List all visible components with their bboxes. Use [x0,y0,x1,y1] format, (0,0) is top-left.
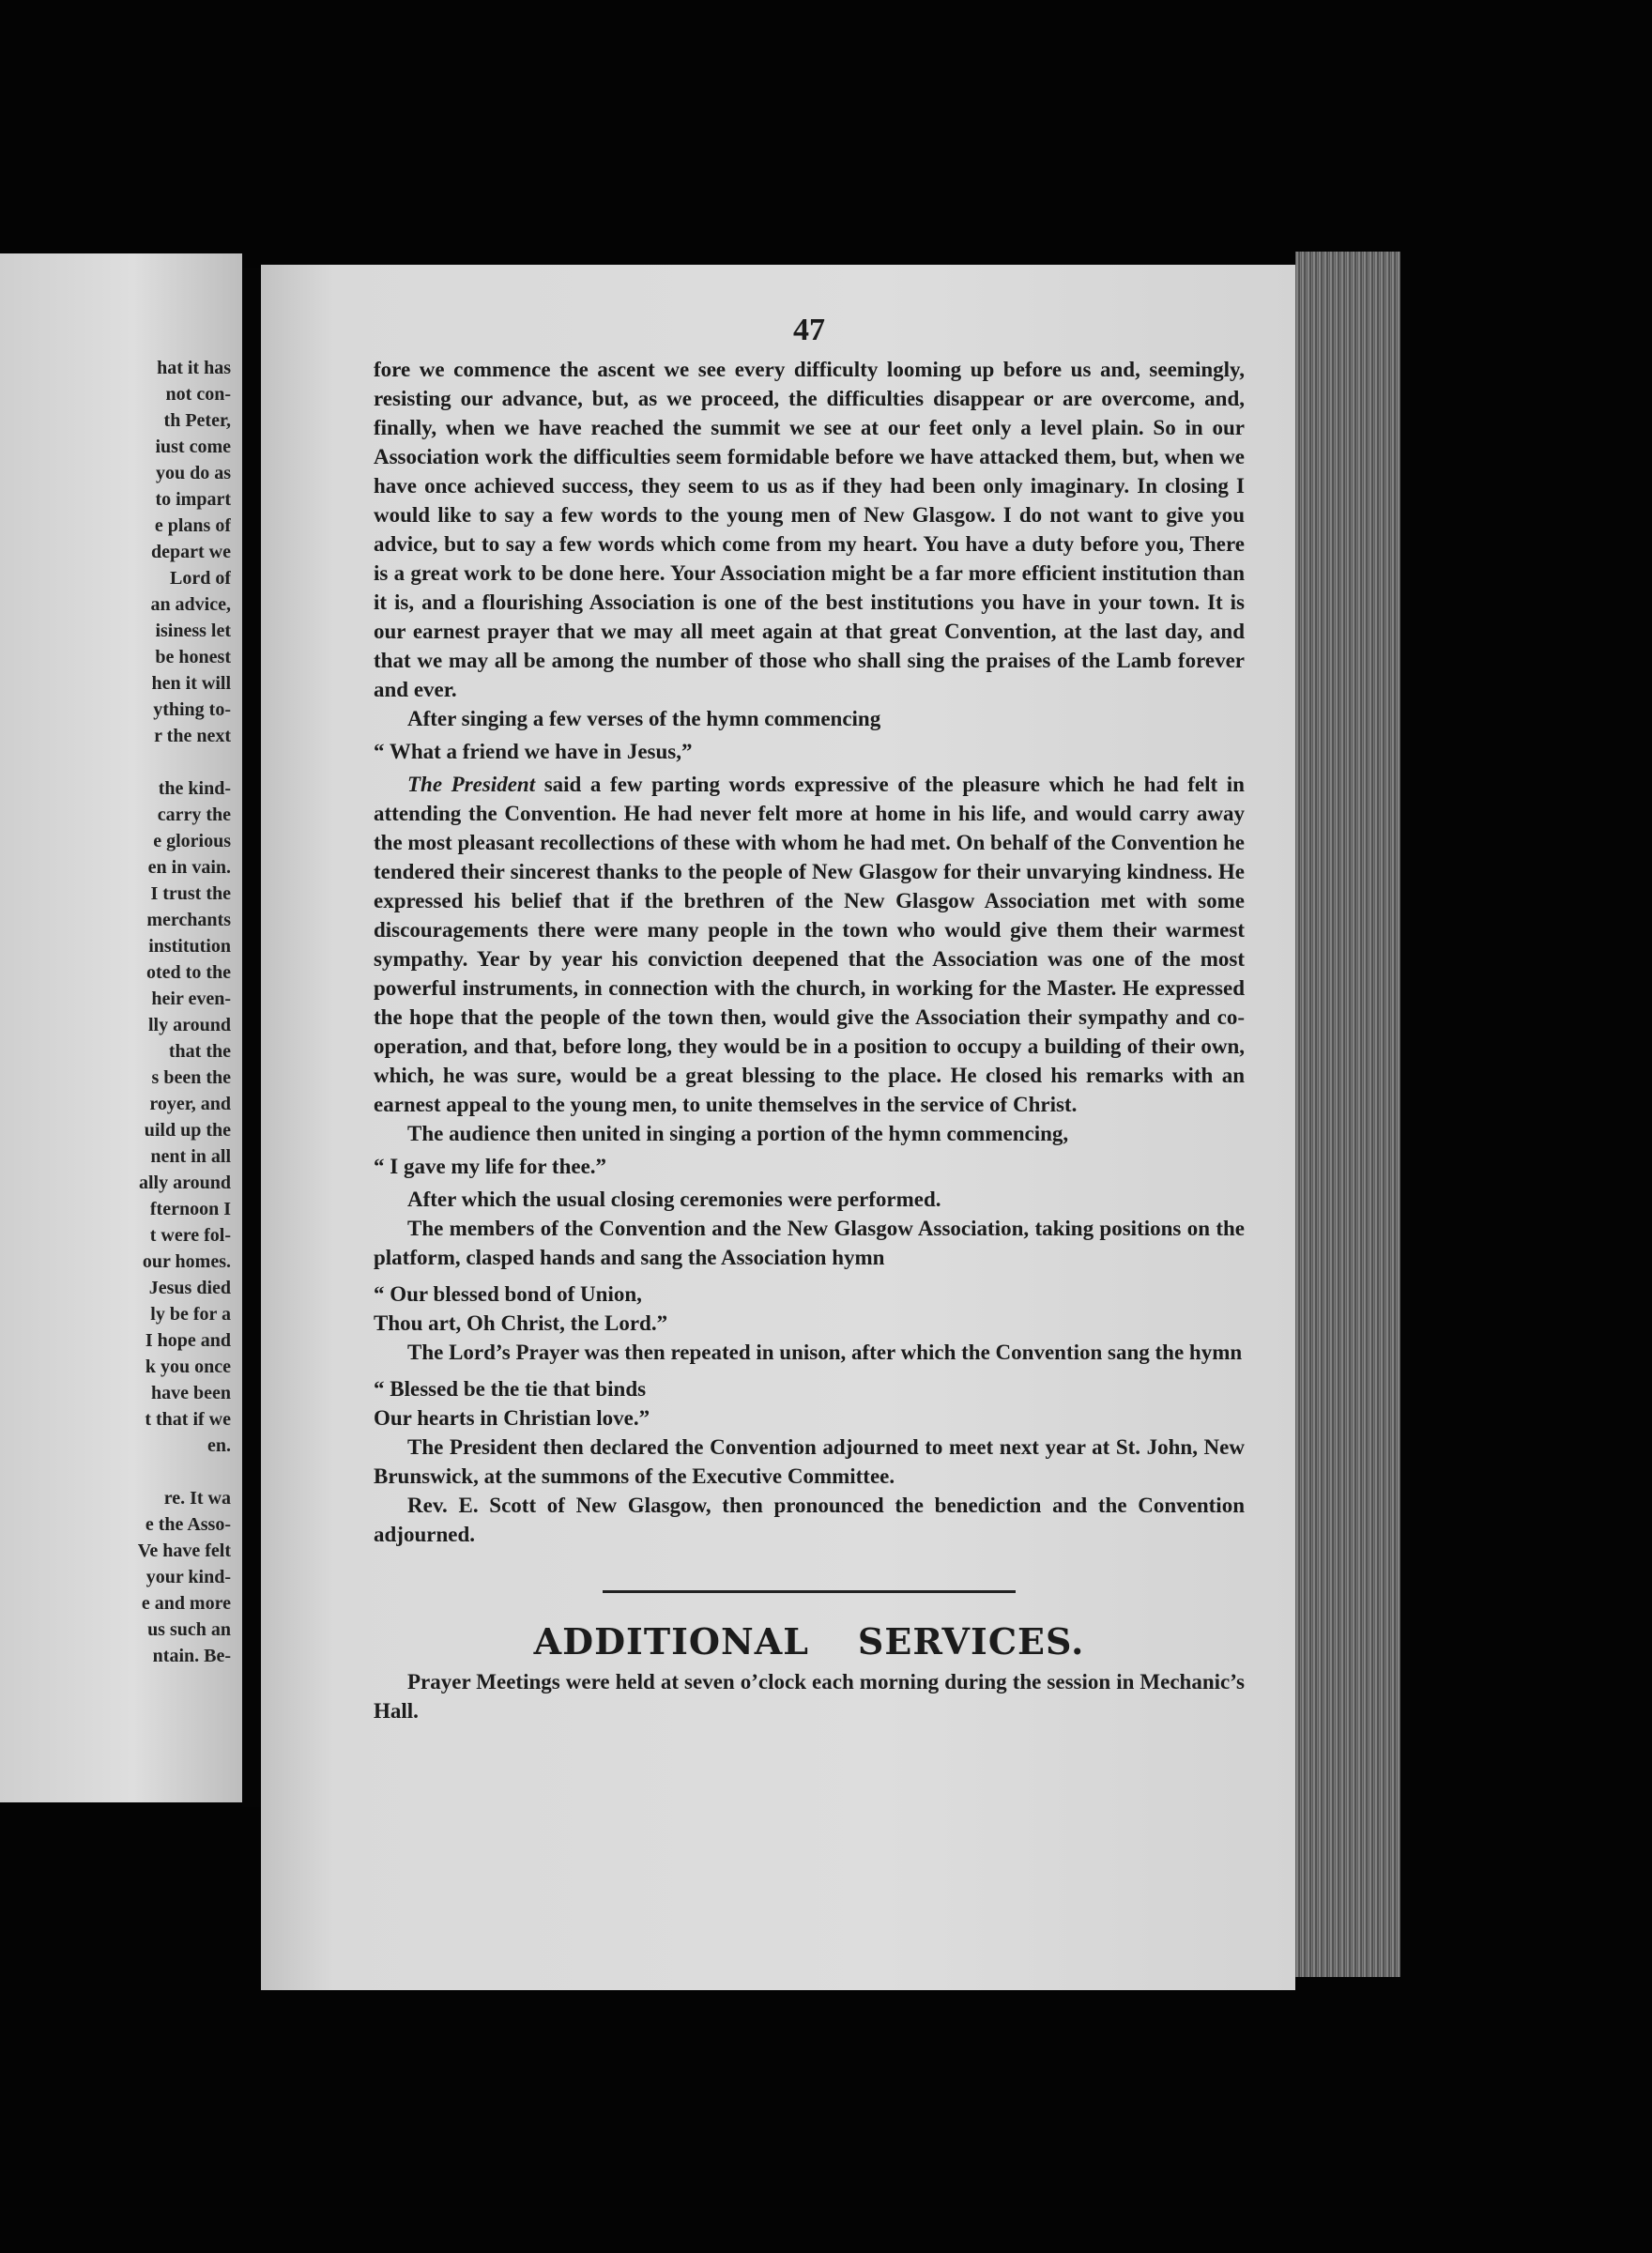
previous-page-line: an advice, [150,594,231,615]
previous-page-line: your kind- [145,1567,231,1587]
previous-page-line: be honest [155,647,231,667]
previous-page-line: th Peter, [163,410,231,431]
previous-page [0,253,242,1802]
hymn-quote-friend: “ What a friend we have in Jesus,” [374,740,693,763]
previous-page-line: ally around [139,1172,231,1193]
previous-page-line: us such an [147,1619,231,1640]
book-gutter [242,268,261,1807]
previous-page-line: depart we [151,542,231,562]
previous-page-line: e and more [141,1593,231,1614]
page-text [374,312,1245,1725]
previous-page-line: heir even- [151,989,231,1009]
previous-page-line: Lord of [170,568,231,589]
hymn-line: Our hearts in Christian love.” [374,1406,650,1430]
paragraph-association-hymn: The members of the Convention and the New Glasgow Association, taking positions on the platform, clasped hands and sang the Association hymn [374,1217,1245,1269]
previous-page-line: have been [151,1383,231,1403]
previous-page-line: t that if we [145,1409,231,1430]
previous-page-line: en in vain. [147,857,231,878]
paragraph-prayer-meetings: Prayer Meetings were held at seven o’clock each morning during the session in Mechanic’s Hall. [374,1670,1245,1723]
previous-page-line: uild up the [144,1120,231,1141]
previous-page-line: hen it will [151,673,231,694]
previous-page-line: fternoon I [149,1199,231,1219]
previous-page-line: I hope and [145,1330,231,1351]
previous-page-line: en. [207,1435,231,1456]
previous-page-line: t were fol- [149,1225,231,1246]
paragraph-lords-prayer: The Lord’s Prayer was then repeated in unison, after which the Convention sang the hymn [407,1341,1243,1364]
section-heading [374,1620,1245,1663]
paragraph-hymn-intro: After singing a few verses of the hymn commencing [407,707,881,730]
section-divider [603,1590,1016,1593]
hymn-line: Thou art, Oh Christ, the Lord.” [374,1311,668,1335]
paragraph-closing-address: fore we commence the ascent we see every difficulty looming up before us and, seemingly, resisting our advance, but, as we proceed, the difficulties disappear or are overcome, and, finally, when we have reached the summit we see at our feet only a level plain. So in our Association work the difficulties seem formidable before we have attacked them, but, when we have once achieved success, they seem to us as if they had been only imaginary. In closing I would like to say a few words to the young men of New Glasgow. I do not want to give you advice, but to say a few words which come from my heart. You have a duty before you, There is a great work to be done here. Your Association might be a far more efficient institution than it is, and a flourishing Association is one of the best institutions you have in your town. It is our earnest prayer that we may all meet again at that great Convention, at the last day, and that we may all be among the number of those who shall sing the praises of the Lamb forever and ever. [374,358,1245,701]
previous-page-line: Ve have felt [137,1540,231,1561]
paragraph-president-remarks [374,770,1245,1119]
previous-page-line [6,1459,231,1485]
previous-page-line: k you once [145,1356,231,1377]
previous-page-line: royer, and [149,1094,231,1114]
previous-page-line: that the [168,1041,231,1062]
heading-word: ADDITIONAL [533,1620,809,1663]
president-remarks-text: said a few parting words expressive of the pleasure which he had felt in attending the Convention. He had never felt more at home in his life, and would carry away the most pleasant recollections of these with whom he had met. On behalf of the Convention he tendered their sincerest thanks to the people of New Glasgow for their unvarying kindness. He expressed his belief that if the brethren of the New Glasgow Association met with some discouragements there were many people in the town who would give them their warmest sympathy. Year by year his conviction deepened that the Association was one of the most powerful instruments, in connection with the church, in working for the Master. He expressed the hope that the people of the town then, would give the Association their sympathy and co-operation, and that, before long, they would be in a position to occupy a building of their own, which, he was sure, would be a great blessing to the place. He closed his remarks with an earnest appeal to the young men, to unite themselves in the service of Christ. [374,773,1245,1116]
previous-page-line: not con- [165,384,231,405]
paragraph-benediction: Rev. E. Scott of New Glasgow, then pronounced the benediction and the Convention adjourned. [374,1494,1245,1546]
previous-page-line: to impart [155,489,231,510]
previous-page-line: carry the [157,805,231,825]
previous-page-line: ly be for a [150,1304,231,1325]
previous-page-line: you do as [155,463,231,483]
page-edges [1295,252,1400,1977]
previous-page-line: e plans of [154,515,231,536]
page-47 [261,265,1295,1990]
previous-page-line: re. It wa [163,1488,231,1509]
previous-page-line: nent in all [150,1146,231,1167]
president-label: The President [407,773,536,796]
paragraph-closing-ceremonies: After which the usual closing ceremonies were performed. [407,1188,941,1211]
previous-page-line: ything to- [153,699,231,720]
heading-word: SERVICES. [857,1620,1085,1663]
previous-page-line: Jesus died [148,1278,231,1298]
previous-page-line: oted to the [146,962,231,983]
hymn-quote-gave-life: “ I gave my life for thee.” [374,1155,607,1178]
hymn-line: “ Our blessed bond of Union, [374,1282,642,1306]
hymn-line: “ Blessed be the tie that binds [374,1377,647,1401]
previous-page-line: lly around [148,1015,231,1035]
previous-page-line: e the Asso- [145,1514,231,1535]
previous-page-line [6,749,231,775]
previous-page-line: the kind- [158,778,231,799]
previous-page-text [6,355,231,1669]
previous-page-line: hat it has [157,358,231,378]
previous-page-line: merchants [146,910,231,930]
previous-page-line: isiness let [155,621,231,641]
previous-page-line: s been the [151,1067,231,1088]
previous-page-line: r the next [154,726,231,746]
previous-page-line: our homes. [142,1251,231,1272]
previous-page-line: I trust the [150,883,231,904]
page-number: 47 [793,313,825,347]
previous-page-line: e glorious [153,831,231,851]
previous-page-line: iust come [155,437,231,457]
paragraph-audience-singing: The audience then united in singing a portion of the hymn commencing, [407,1122,1069,1145]
paragraph-adjournment: The President then declared the Convention adjourned to meet next year at St. John, New Brunswick, at the summons of the Executive Committee. [374,1435,1245,1488]
previous-page-line: ntain. Be- [152,1646,231,1666]
previous-page-line: institution [148,936,231,957]
